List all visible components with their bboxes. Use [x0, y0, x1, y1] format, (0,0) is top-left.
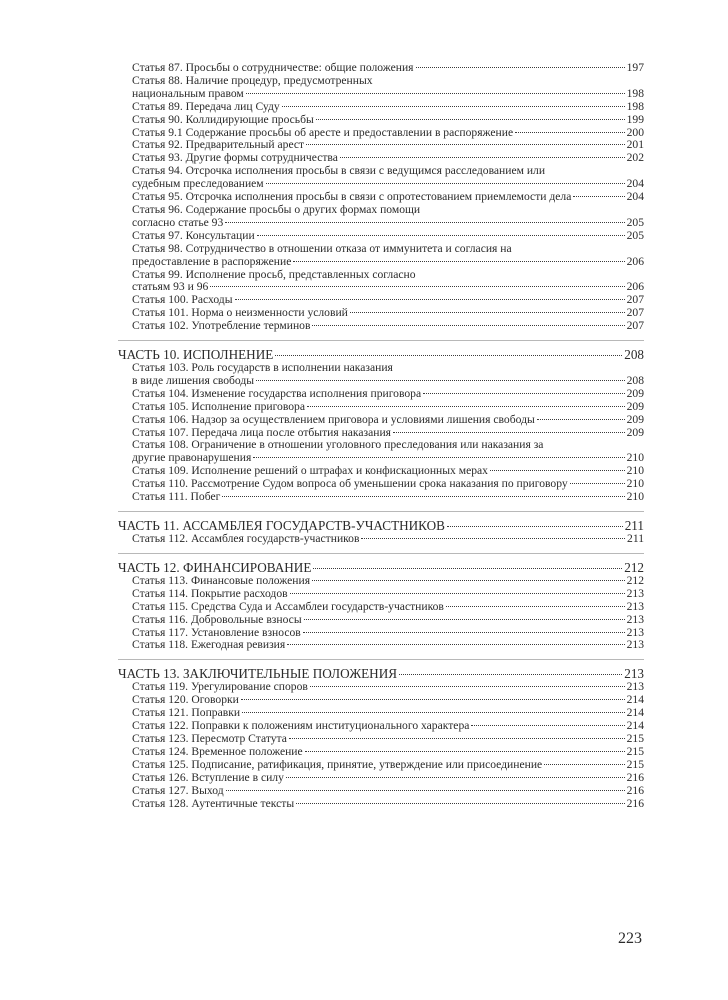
toc-page-number: 207	[626, 293, 644, 307]
dot-leader	[242, 712, 625, 713]
page-number: 223	[618, 930, 642, 947]
toc-page-number: 212	[624, 559, 644, 575]
dot-leader	[316, 119, 625, 120]
toc-entry	[118, 320, 644, 333]
dot-leader	[287, 644, 624, 645]
toc-page-number: 207	[626, 319, 644, 333]
toc-page-number: 209	[626, 412, 644, 426]
toc-page-number: 209	[626, 386, 644, 400]
toc-entry-title: судебным преследованием	[132, 177, 264, 191]
toc-page-number: 197	[626, 61, 644, 74]
toc-page-number: 205	[626, 228, 644, 242]
toc-entry-title: Статья 124. Временное положение	[132, 744, 303, 758]
dot-leader	[312, 580, 625, 581]
toc-entry-title: Статья 128. Аутентичные тексты	[132, 796, 295, 810]
dot-leader	[305, 751, 625, 752]
toc-entry-title: Статья 102. Употребление терминов	[132, 319, 311, 333]
dot-leader	[296, 803, 624, 804]
dot-leader	[423, 393, 625, 394]
toc-entry-title: Статья 92. Предварительный арест	[132, 138, 305, 152]
dot-leader	[490, 470, 625, 471]
toc-entry	[118, 639, 644, 652]
toc-entry-title: Статья 123. Пересмотр Статута	[132, 731, 287, 745]
toc-page-number: 214	[626, 693, 644, 707]
toc-entry	[118, 439, 644, 465]
dot-leader	[393, 432, 625, 433]
dot-leader	[399, 674, 622, 675]
toc-entry-title: Статья 89. Передача лиц Суду	[132, 99, 280, 113]
toc-page-number: 201	[626, 138, 644, 152]
toc-entry	[118, 575, 644, 588]
toc-entry-title: Статья 106. Надзор за осуществлением приговора и условиями лишения свободы	[132, 412, 535, 426]
toc-entry-title: в виде лишения свободы	[132, 373, 255, 387]
dot-leader	[293, 261, 624, 262]
toc-entry	[118, 772, 644, 785]
toc-entry-title: Статья 126. Вступление в силу	[132, 770, 284, 784]
toc-page-number: 216	[626, 783, 644, 797]
toc-entry-title: Статья 108. Ограничение в отношении уголовного преследования или наказания за	[132, 438, 544, 452]
toc-entry	[118, 165, 644, 191]
dot-leader	[286, 777, 625, 778]
toc-page-number: 209	[626, 425, 644, 439]
toc-page-number: 216	[626, 770, 644, 784]
toc-entry	[118, 388, 644, 401]
dot-leader	[225, 222, 624, 223]
toc-entry-title: Статья 109. Исполнение решений о штрафах и конфискационных мерах	[132, 464, 488, 478]
toc-entry-title: Статья 120. Оговорки	[132, 693, 239, 707]
toc-entry	[118, 243, 644, 269]
toc-entry	[118, 798, 644, 811]
toc-entry-title: Статья 104. Изменение государства исполнения приговора	[132, 386, 422, 400]
toc-entry	[118, 614, 644, 627]
toc-page-number: 206	[626, 280, 644, 294]
toc-page-number: 215	[626, 731, 644, 745]
toc-page-number: 213	[626, 680, 644, 694]
toc-entry-title: ЧАСТЬ 13. ЗАКЛЮЧИТЕЛЬНЫЕ ПОЛОЖЕНИЯ	[118, 666, 398, 682]
toc-entry	[118, 733, 644, 746]
toc-page-number: 214	[626, 706, 644, 720]
toc-page-number: 215	[626, 744, 644, 758]
toc-entry-title: Статья 116. Добровольные взносы	[132, 612, 302, 626]
toc-page-number: 213	[624, 666, 644, 682]
toc-entry-title: национальным правом	[132, 86, 244, 100]
toc-entry-title: Статья 99. Исполнение просьб, представленных согласно	[132, 267, 416, 281]
dot-leader	[275, 355, 622, 356]
dot-leader	[312, 325, 624, 326]
toc-page-number: 213	[626, 638, 644, 652]
toc-page-number: 213	[626, 599, 644, 613]
toc-entry-title: согласно статье 93	[132, 215, 224, 229]
toc-page-number: 208	[624, 347, 644, 363]
toc-part-heading	[118, 666, 644, 681]
toc-entry	[118, 601, 644, 614]
dot-leader	[226, 790, 625, 791]
toc-page-number: 214	[626, 719, 644, 733]
toc-page-number: 199	[626, 112, 644, 126]
toc-entry-title: Статья 98. Сотрудничество в отношении отказа от иммунитета и согласия на	[132, 241, 512, 255]
toc-entry-title: Статья 94. Отсрочка исполнения просьбы в связи с ведущимся расследованием или	[132, 164, 546, 178]
toc-entry-title: Статья 96. Содержание просьбы о других формах помощи	[132, 202, 421, 216]
toc-entry-title: ЧАСТЬ 10. ИСПОЛНЕНИЕ	[118, 347, 274, 363]
toc-entry-title: Статья 105. Исполнение приговора	[132, 399, 305, 413]
toc-entry-title: предоставление в распоряжение	[132, 254, 292, 268]
toc-entry	[118, 746, 644, 759]
dot-leader	[210, 286, 624, 287]
toc-page-number: 210	[626, 464, 644, 478]
toc-entry-title: Статья 110. Рассмотрение Судом вопроса об уменьшении срока наказания по приговору	[132, 477, 568, 491]
toc-entry-title: Статья 111. Побег	[132, 490, 221, 504]
toc-page-number: 211	[627, 532, 644, 545]
toc-page-number: 213	[626, 625, 644, 639]
toc-entry-title: Статья 121. Поправки	[132, 706, 241, 720]
toc-entry-title: Статья 122. Поправки к положениям институционального характера	[132, 719, 470, 733]
toc-page-number: 211	[624, 518, 644, 533]
toc-entry	[118, 75, 644, 101]
toc-entry-title: Статья 107. Передача лица после отбытия наказания	[132, 425, 391, 439]
toc-entry	[118, 269, 644, 295]
toc-entry	[118, 114, 644, 127]
toc-entry	[118, 533, 644, 546]
table-of-contents	[118, 62, 644, 810]
toc-entry	[118, 204, 644, 230]
toc-entry	[118, 491, 644, 504]
toc-entry-title: Статья 115. Средства Суда и Ассамблеи государств-участников	[132, 599, 444, 613]
toc-entry-title: Статья 95. Отсрочка исполнения просьбы в связи с опротестованием приемлемости дела	[132, 190, 572, 204]
dot-leader	[290, 593, 625, 594]
dot-leader	[235, 299, 625, 300]
toc-entry-title: Статья 100. Расходы	[132, 293, 233, 307]
toc-page-number: 212	[626, 573, 644, 587]
toc-page-number: 206	[626, 254, 644, 268]
toc-entry-title: Статья 117. Установление взносов	[132, 625, 301, 639]
toc-page-number: 210	[626, 490, 644, 504]
dot-leader	[350, 312, 625, 313]
toc-page-number: 213	[626, 612, 644, 626]
toc-entry-title: Статья 114. Покрытие расходов	[132, 586, 288, 600]
dot-leader	[544, 764, 624, 765]
dot-leader	[241, 699, 625, 700]
dot-leader	[289, 738, 625, 739]
toc-entry-title: другие правонарушения	[132, 451, 252, 465]
toc-entry-title: Статья 90. Коллидирующие просьбы	[132, 112, 314, 126]
dot-leader	[306, 144, 624, 145]
toc-entry-title: Статья 9.1 Содержание просьбы об аресте и предоставлении в распоряжение	[132, 125, 514, 139]
toc-entry-title: статьям 93 и 96	[132, 280, 209, 294]
toc-entry-title: ЧАСТЬ 12. ФИНАНСИРОВАНИЕ	[118, 559, 312, 575]
dot-leader	[257, 235, 625, 236]
dot-leader	[253, 457, 624, 458]
dot-leader	[340, 157, 625, 158]
toc-entry-title: Статья 87. Просьбы о сотрудничестве: общие положения	[132, 61, 414, 74]
toc-entry-title: Статья 103. Роль государств в исполнении наказания	[132, 361, 393, 375]
dot-leader	[246, 93, 625, 94]
dot-leader	[282, 106, 625, 107]
toc-page-number: 216	[626, 796, 644, 810]
toc-entry	[118, 401, 644, 414]
toc-part-heading	[118, 518, 644, 533]
toc-page-number: 200	[626, 125, 644, 139]
dot-leader	[313, 568, 622, 569]
toc-entry-title: Статья 119. Урегулирование споров	[132, 680, 308, 694]
dot-leader	[570, 483, 625, 484]
toc-entry-title: Статья 113. Финансовые положения	[132, 573, 311, 587]
toc-entry	[118, 785, 644, 798]
toc-entry	[118, 362, 644, 388]
toc-page-number: 205	[626, 215, 644, 229]
toc-entry-title: Статья 93. Другие формы сотрудничества	[132, 151, 338, 165]
dot-leader	[307, 406, 625, 407]
toc-page-number: 210	[626, 451, 644, 465]
dot-leader	[515, 132, 625, 133]
toc-page-number: 208	[626, 373, 644, 387]
section-divider	[118, 659, 644, 660]
toc-page-number: 198	[626, 99, 644, 113]
dot-leader	[361, 538, 625, 539]
dot-leader	[304, 619, 625, 620]
toc-page-number: 213	[626, 586, 644, 600]
toc-entry	[118, 101, 644, 114]
dot-leader	[266, 183, 625, 184]
section-divider	[118, 553, 644, 554]
toc-page-number: 198	[626, 86, 644, 100]
dot-leader	[537, 419, 625, 420]
toc-entry-title: Статья 112. Ассамблея государств-участников	[132, 532, 360, 545]
toc-entry	[118, 414, 644, 427]
dot-leader	[256, 380, 625, 381]
section-divider	[118, 511, 644, 512]
toc-page-number: 209	[626, 399, 644, 413]
toc-page-number: 202	[626, 151, 644, 165]
dot-leader	[447, 526, 623, 527]
toc-entry-title: Статья 101. Норма о неизменности условий	[132, 306, 348, 320]
toc-entry	[118, 230, 644, 243]
toc-page-number: 210	[626, 477, 644, 491]
dot-leader	[303, 632, 625, 633]
toc-page-number: 207	[626, 306, 644, 320]
section-divider	[118, 340, 644, 341]
toc-page-number: 215	[626, 757, 644, 771]
dot-leader	[416, 67, 625, 68]
toc-entry-title: Статья 118. Ежегодная ревизия	[132, 638, 286, 652]
toc-entry	[118, 62, 644, 75]
toc-page-number: 204	[626, 177, 644, 191]
dot-leader	[471, 725, 624, 726]
toc-part-heading	[118, 560, 644, 575]
toc-entry-title: Статья 97. Консультации	[132, 228, 255, 242]
dot-leader	[573, 196, 624, 197]
toc-part-heading	[118, 347, 644, 362]
toc-entry-title: Статья 125. Подписание, ратификация, принятие, утверждение или присоединение	[132, 757, 543, 771]
toc-entry-title: Статья 88. Наличие процедур, предусмотренных	[132, 73, 373, 87]
toc-page-number: 204	[626, 190, 644, 204]
toc-entry-title: Статья 127. Выход	[132, 783, 224, 797]
dot-leader	[310, 686, 625, 687]
toc-entry	[118, 759, 644, 772]
dot-leader	[446, 606, 625, 607]
toc-entry-title: ЧАСТЬ 11. АССАМБЛЕЯ ГОСУДАРСТВ-УЧАСТНИКОВ	[118, 518, 445, 533]
dot-leader	[222, 496, 624, 497]
toc-entry	[118, 588, 644, 601]
